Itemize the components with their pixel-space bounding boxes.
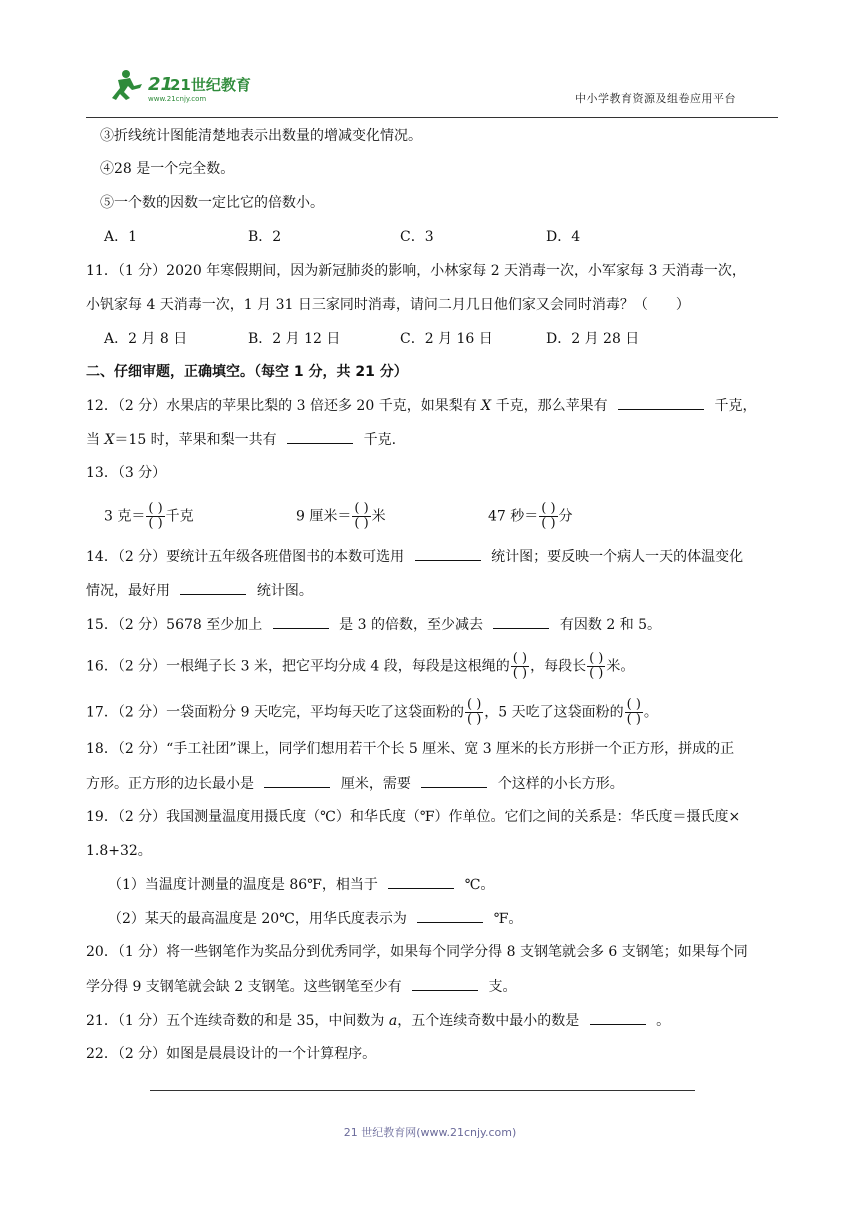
fraction-blank[interactable]: $\frac{( )}{( )}$ [354,501,369,531]
q10-option-c: C．3 [400,229,434,245]
q14-line-2: 情况，最好用 统计图。 [86,580,313,601]
svg-text:21: 21 [148,74,174,95]
footer-text: 21 世纪教育网(www.21cnjy.com) [343,1126,517,1139]
q20-line-1: 20．（1 分）将一些钢笔作为奖品分到优秀同学，如果每个同学分得 8 支钢笔就会多 6 支钢笔；如果每个同 [86,944,748,960]
q20-line-2: 学分得 9 支钢笔就会缺 2 支钢笔。这些钢笔至少有 支。 [86,976,517,997]
q12-line-1: 12．（2 分）水果店的苹果比梨的 3 倍还多 20 千克，如果梨有 X 千克，那么苹果有 千克， [86,395,756,416]
q13-header: 13．（3 分） [86,465,167,481]
q18-answer-blank-1[interactable] [264,773,330,788]
q14-line-1: 14．（2 分）要统计五年级各班借图书的本数可选用 统计图；要反映一个病人一天的体温变化 [86,546,743,567]
q16-line: 16．（2 分）一根绳子长 3 米，把它平均分成 4 段，每段是这根绳的 $\frac{( )}{( )}$ ，每段长 $\frac{( )}{( )}$ 米。 [86,651,635,681]
statement-5: ⑤一个数的因数一定比它的倍数小。 [100,195,324,211]
q11-option-a: A．2 月 8 日 [104,331,188,347]
logo-text: 21世纪教育 [170,76,251,94]
q11-line-2: 小钒家每 4 天消毒一次，1 月 31 日三家同时消毒，请问二月几日他们家又会同时消毒？（ ） [86,297,690,313]
q13-item-1: 3 克＝ $\frac{( )}{( )}$ 千克 [104,501,194,531]
q19-answer-blank-2[interactable] [417,908,483,923]
q14-answer-blank-1[interactable] [415,546,481,561]
q18-line-2: 方形。正方形的边长最小是 厘米，需要 个这样的小长方形。 [86,773,624,794]
q13-item-2: 9 厘米＝ $\frac{( )}{( )}$ 米 [296,501,386,531]
q13-item-3: 47 秒＝ $\frac{( )}{( )}$ 分 [488,501,573,531]
brand-logo [112,66,262,106]
q19-line-2: 1.8+32。 [86,843,152,859]
q11-line-1: 11．（1 分）2020 年寒假期间，因为新冠肺炎的影响，小林家每 2 天消毒一次，小军家每 3 天消毒一次， [86,263,746,279]
header-divider [86,117,778,118]
q10-option-a: A．1 [104,229,138,245]
fraction-blank[interactable]: $\frac{( )}{( )}$ [148,501,163,531]
q11-option-c: C．2 月 16 日 [400,331,493,347]
q19-sub-1: （1）当温度计测量的温度是 86℉，相当于 ℃。 [108,874,494,895]
fraction-blank[interactable]: $\frac{( )}{( )}$ [589,651,604,681]
q10-option-d: D．4 [546,229,581,245]
q10-option-b: B．2 [248,229,282,245]
q15-answer-blank-1[interactable] [273,614,329,629]
q15-line: 15．（2 分）5678 至少加上 是 3 的倍数，至少减去 有因数 2 和 5。 [86,614,661,635]
q12-answer-blank-1[interactable] [618,395,704,410]
q19-answer-blank-1[interactable] [388,874,454,889]
q18-line-1: 18．（2 分）“手工社团”课上，同学们想用若干个长 5 厘米、宽 3 厘米的长方形拼一个正方形，拼成的正 [86,741,735,757]
footer-divider [150,1090,695,1091]
q11-option-d: D．2 月 28 日 [546,331,640,347]
fraction-blank[interactable]: $\frac{( )}{( )}$ [626,697,641,727]
q19-line-1: 19．（2 分）我国测量温度用摄氏度（℃）和华氏度（℉）作单位。它们之间的关系是：华氏度＝摄氏度× [86,809,741,825]
fraction-blank[interactable]: $\frac{( )}{( )}$ [466,697,482,727]
q18-answer-blank-2[interactable] [421,773,487,788]
q17-line: 17．（2 分）一袋面粉分 9 天吃完，平均每天吃了这袋面粉的 $\frac{( )}{( )}$ ，5 天吃了这袋面粉的 $\frac{( )}{( )}$ 。 [86,697,658,727]
statement-3: ③折线统计图能清楚地表示出数量的增减变化情况。 [100,128,422,144]
q20-answer-blank[interactable] [412,976,478,991]
q11-option-b: B．2 月 12 日 [248,331,341,347]
q12-answer-blank-2[interactable] [287,429,353,444]
fraction-blank[interactable]: $\frac{( )}{( )}$ [541,501,556,531]
q21-line: 21．（1 分）五个连续奇数的和是 35，中间数为 a，五个连续奇数中最小的数是 。 [86,1010,670,1031]
q21-answer-blank[interactable] [590,1010,646,1025]
q15-answer-blank-2[interactable] [493,614,549,629]
q14-answer-blank-2[interactable] [180,580,246,595]
statement-4: ④28 是一个完全数。 [100,161,235,177]
fraction-blank[interactable]: $\frac{( )}{( )}$ [512,651,528,681]
section-2-title: 二、仔细审题，正确填空。（每空 1 分，共 21 分） [86,364,408,380]
q12-line-2: 当 X＝15 时，苹果和梨一共有 千克. [86,429,396,450]
logo-url: www.21cnjy.com [148,95,207,103]
platform-name: 中小学教育资源及组卷应用平台 [575,92,736,105]
q22-line: 22．（2 分）如图是晨晨设计的一个计算程序。 [86,1046,377,1062]
q19-sub-2: （2）某天的最高温度是 20℃，用华氏度表示为 ℉。 [108,908,522,929]
